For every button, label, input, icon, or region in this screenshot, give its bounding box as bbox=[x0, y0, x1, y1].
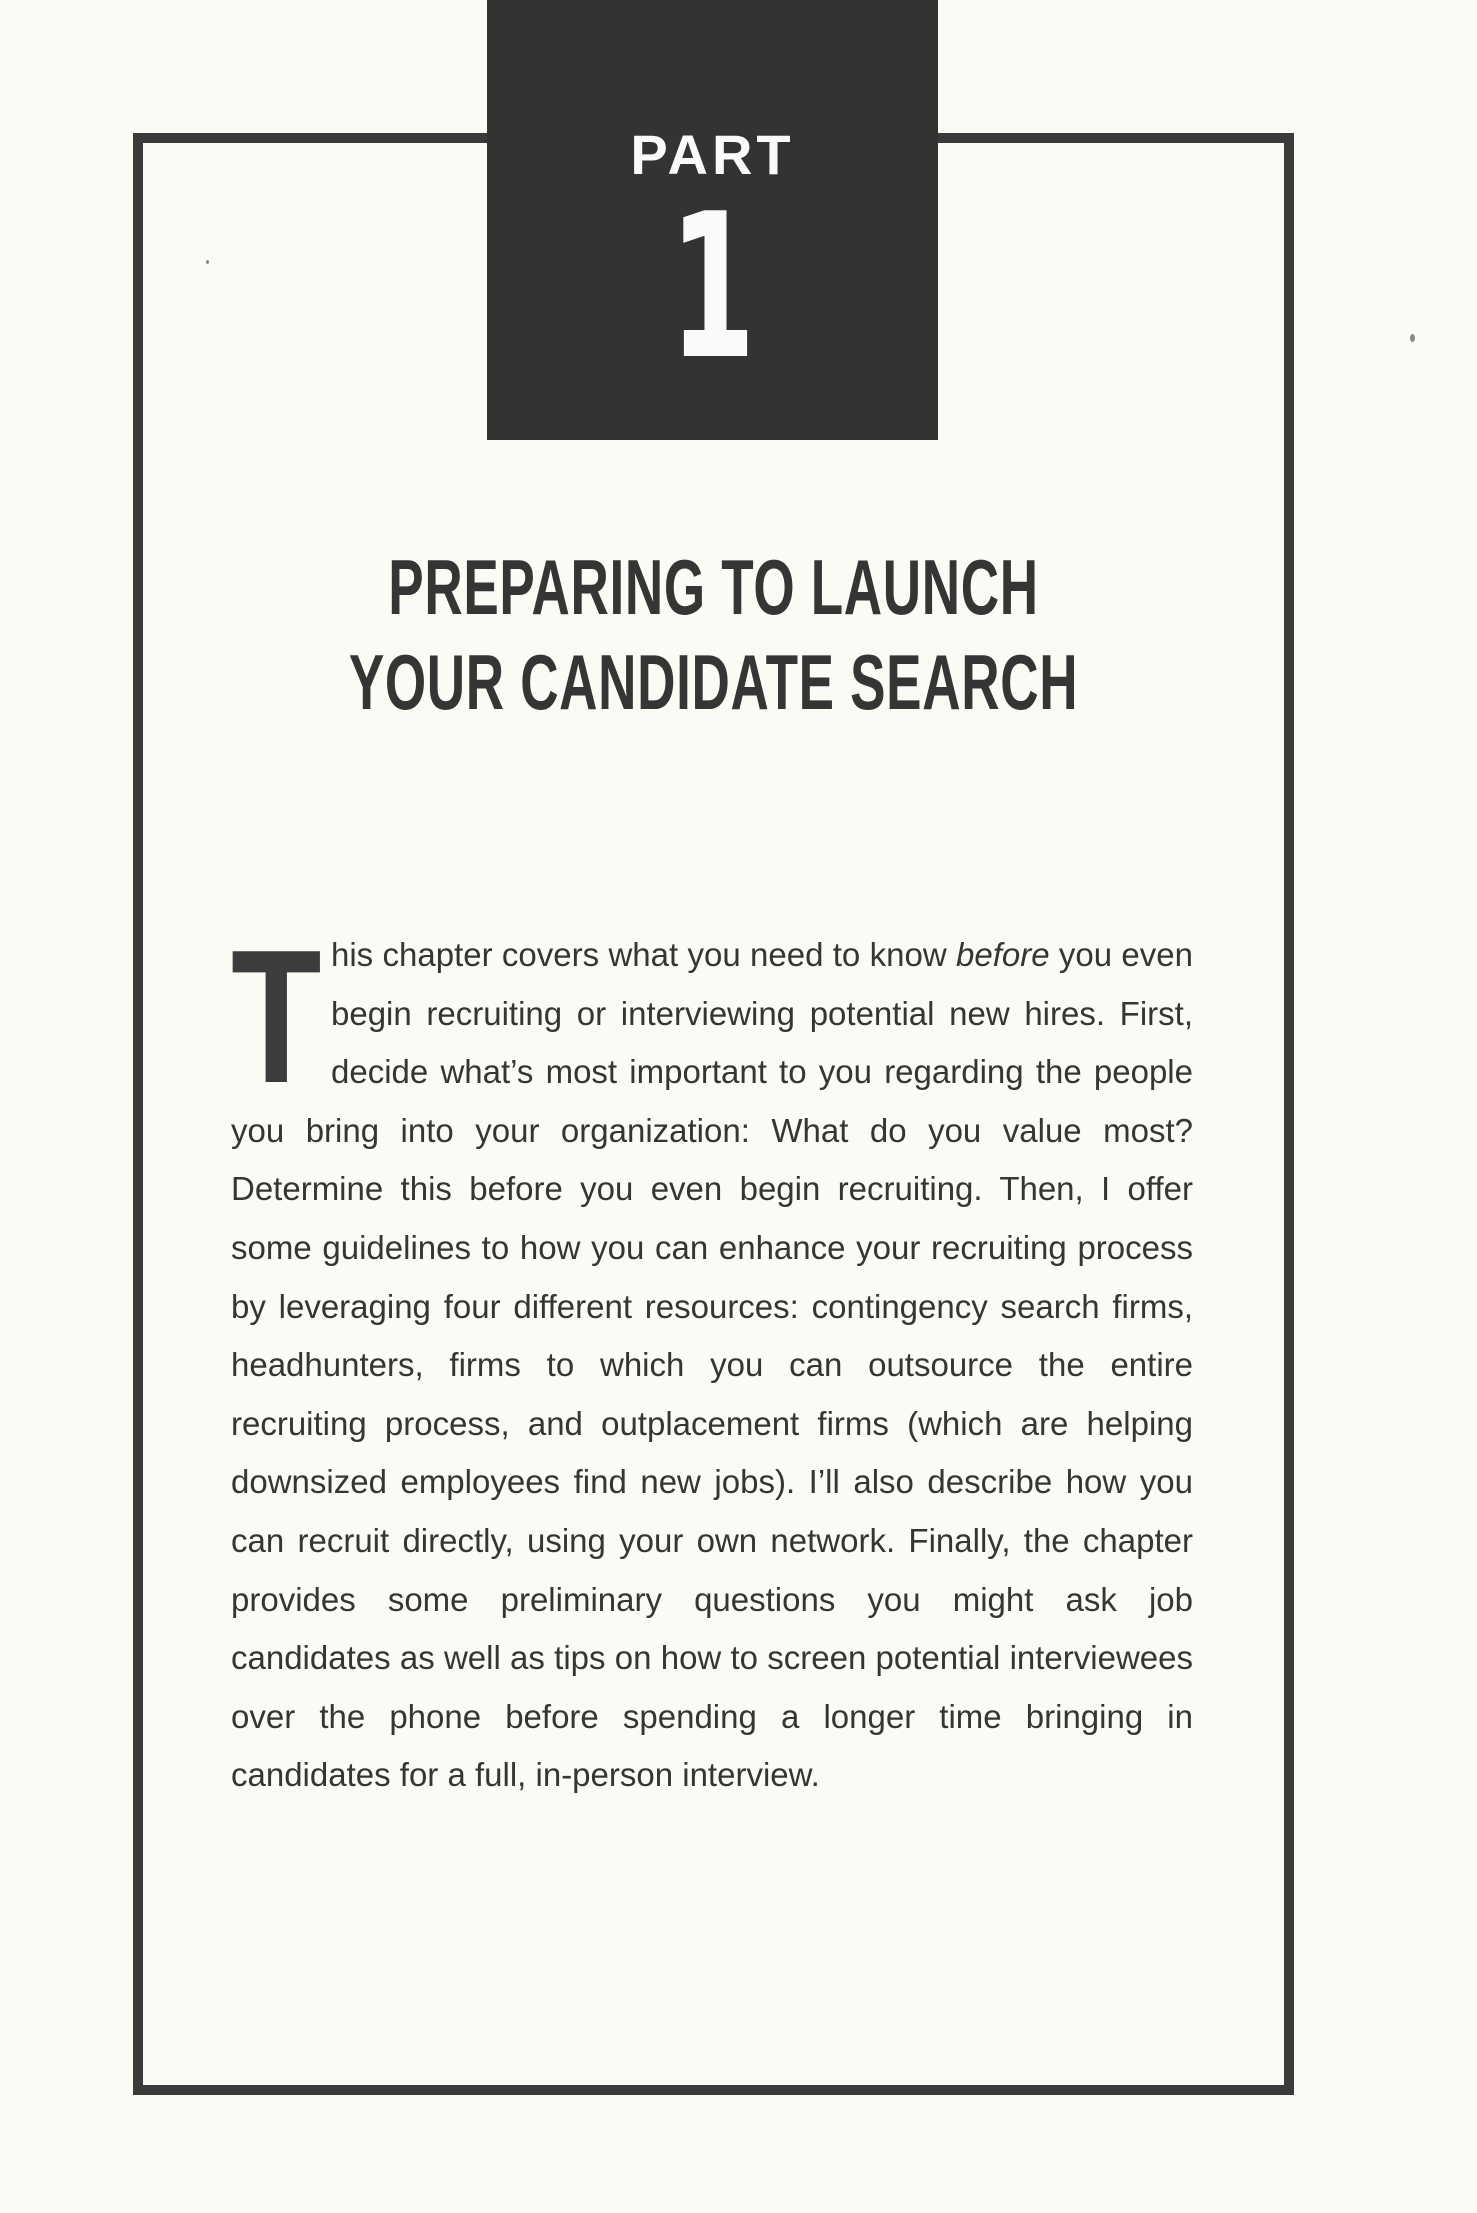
intro-text-start: his chapter covers what you need to know bbox=[331, 936, 956, 973]
part-title bbox=[319, 540, 1108, 730]
intro-italic-word: before bbox=[955, 936, 1050, 973]
intro-text-rest: you even begin recruiting or interviewing potential new hires. First, decide what’s most important to you regarding the people you bring into your organization: What do you value most? Determine this before you even begin recruiting. Then, I offer some guidelines to how you can enhance your recruiting process by leveraging four different resources: contingency search firms, headhunters, firms to which you can outsource the entire recruiting process, and outplacement firms (which are helping downsized employees find new jobs). I’ll also describe how you can recruit directly, using your own network. Finally, the chapter provides some preliminary questions you might ask job candidates as well as tips on how to screen potential interviewees over the phone before spending a longer time bringing in candidates for a full, in-person interview. bbox=[231, 936, 1193, 1794]
part-label: PART bbox=[630, 123, 795, 186]
part-title-line-2: YOUR CANDIDATE SEARCH bbox=[348, 638, 1079, 726]
scan-speck bbox=[206, 260, 209, 264]
part-header-block bbox=[487, 0, 938, 440]
part-title-line-1: PREPARING TO LAUNCH bbox=[388, 543, 1039, 631]
part-number: 1 bbox=[669, 171, 756, 404]
intro-paragraph bbox=[231, 911, 1193, 1805]
scan-speck bbox=[1410, 334, 1415, 342]
drop-cap: T bbox=[231, 911, 322, 1123]
